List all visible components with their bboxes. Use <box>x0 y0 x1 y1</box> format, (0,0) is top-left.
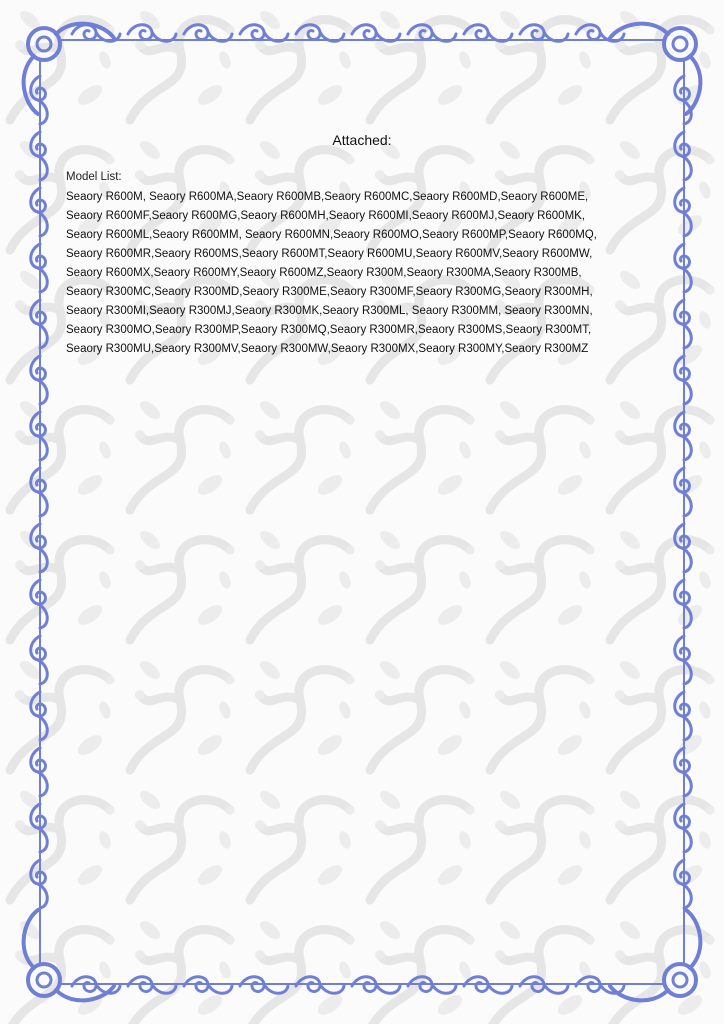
model-list-line: Seaory R600ML,Seaory R600MM, Seaory R600MN,Seaory R600MO,Seaory R600MP,Seaory R600MQ, <box>66 229 597 241</box>
model-list-label: Model List: <box>66 171 122 183</box>
model-list-line: Seaory R600M, Seaory R600MA,Seaory R600MB,Seaory R600MC,Seaory R600MD,Seaory R600ME, <box>66 191 589 203</box>
model-list-line: Seaory R300MU,Seaory R300MV,Seaory R300MW,Seaory R300MX,Seaory R300MY,Seaory R300MZ <box>66 343 589 355</box>
model-list-line: Seaory R300MI,Seaory R300MJ,Seaory R300MK,Seaory R300ML, Seaory R300MM, Seaory R300MN, <box>66 305 593 317</box>
model-list-line: Seaory R600MX,Seaory R600MY,Seaory R600MZ,Seaory R300M,Seaory R300MA,Seaory R300MB, <box>66 267 582 279</box>
model-list-line: Seaory R600MR,Seaory R600MS,Seaory R600MT,Seaory R600MU,Seaory R600MV,Seaory R600MW, <box>66 248 593 260</box>
model-list-line: Seaory R300MO,Seaory R300MP,Seaory R300MQ,Seaory R300MR,Seaory R300MS,Seaory R300MT, <box>66 324 592 336</box>
model-list-line: Seaory R300MC,Seaory R300MD,Seaory R300ME,Seaory R300MF,Seaory R300MG,Seaory R300MH, <box>66 286 593 298</box>
page-title: Attached: <box>332 132 392 148</box>
model-list <box>66 188 666 359</box>
model-list-line: Seaory R600MF,Seaory R600MG,Seaory R600MH,Seaory R600MI,Seaory R600MJ,Seaory R600MK, <box>66 210 586 222</box>
